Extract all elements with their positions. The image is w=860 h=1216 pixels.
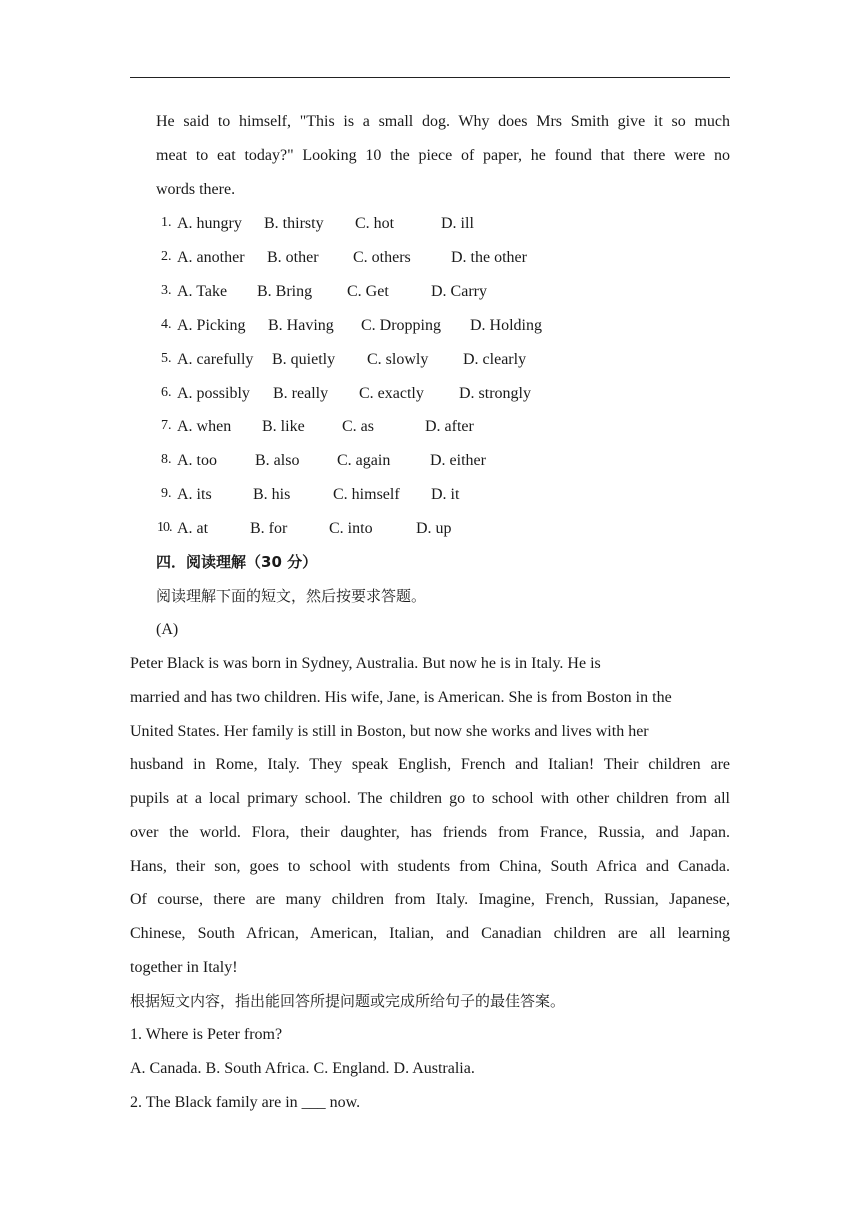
passage-line: words there.: [156, 181, 236, 198]
option-c: C. himself: [333, 486, 400, 503]
option-d: D. ill: [441, 215, 474, 232]
option-b: B. thirsty: [264, 215, 324, 232]
option-a: A. hungry: [177, 215, 242, 232]
option-d: D. clearly: [463, 351, 527, 368]
option-a: A. another: [177, 249, 245, 266]
reading-instruction: 根据短文内容，指出能回答所提问题或完成所给句子的最佳答案。: [130, 992, 566, 1010]
reading-question: 1. Where is Peter from?: [130, 1026, 283, 1043]
passage-line: together in Italy!: [130, 959, 238, 976]
question-number: 3.: [161, 283, 172, 298]
reading-options: A. Canada. B. South Africa. C. England. D. Australia.: [130, 1060, 475, 1077]
option-c: C. Dropping: [361, 317, 441, 334]
option-c: C. into: [329, 520, 373, 537]
header-rule: [130, 77, 730, 78]
option-c: C. as: [342, 418, 374, 435]
option-b: B. other: [267, 249, 319, 266]
option-d: D. after: [425, 418, 474, 435]
passage-line: Peter Black is was born in Sydney, Australia. But now he is in Italy. He is: [130, 655, 601, 672]
option-a: A. at: [177, 520, 209, 537]
passage-line: Hans, their son, goes to school with students from China, South Africa and Canada.: [130, 858, 730, 875]
question-number: 2.: [161, 249, 172, 264]
option-d: D. it: [431, 486, 460, 503]
option-d: D. Carry: [431, 283, 487, 300]
option-b: B. his: [253, 486, 291, 503]
option-b: B. Having: [268, 317, 334, 334]
option-a: A. Take: [177, 283, 228, 300]
passage-label: (A): [156, 621, 179, 638]
passage-line: married and has two children. His wife, Jane, is American. She is from Boston in the: [130, 689, 672, 706]
option-d: D. Holding: [470, 317, 542, 334]
passage-line: He said to himself, "This is a small dog. Why does Mrs Smith give it so much: [156, 113, 730, 130]
option-c: C. exactly: [359, 385, 424, 402]
question-number: 1.: [161, 215, 172, 230]
question-number: 7.: [161, 418, 172, 433]
passage-line: Chinese, South African, American, Italian, and Canadian children are all learning: [130, 925, 730, 942]
option-b: B. quietly: [272, 351, 336, 368]
question-number: 4.: [161, 317, 172, 332]
option-b: B. for: [250, 520, 288, 537]
option-c: C. Get: [347, 283, 389, 300]
reading-question: 2. The Black family are in ___ now.: [130, 1094, 361, 1111]
option-b: B. also: [255, 452, 300, 469]
passage-line: meat to eat today?" Looking 10 the piece of paper, he found that there were no: [156, 147, 730, 164]
option-d: D. the other: [451, 249, 527, 266]
option-b: B. really: [273, 385, 329, 402]
option-a: A. too: [177, 452, 217, 469]
question-number: 10.: [157, 520, 172, 535]
option-a: A. its: [177, 486, 212, 503]
section-instruction: 阅读理解下面的短文，然后按要求答题。: [156, 587, 427, 605]
question-number: 8.: [161, 452, 172, 467]
option-b: B. like: [262, 418, 305, 435]
passage-line: over the world. Flora, their daughter, has friends from France, Russia, and Japan.: [130, 824, 730, 841]
option-c: C. hot: [355, 215, 395, 232]
option-c: C. others: [353, 249, 411, 266]
option-c: C. slowly: [367, 351, 429, 368]
question-number: 9.: [161, 486, 172, 501]
passage-line: pupils at a local primary school. The children go to school with other children from all: [130, 790, 730, 807]
passage-line: United States. Her family is still in Boston, but now she works and lives with her: [130, 723, 649, 740]
option-a: A. carefully: [177, 351, 254, 368]
option-c: C. again: [337, 452, 391, 469]
question-number: 6.: [161, 385, 172, 400]
option-b: B. Bring: [257, 283, 313, 300]
option-d: D. either: [430, 452, 486, 469]
option-a: A. when: [177, 418, 232, 435]
option-d: D. up: [416, 520, 452, 537]
section-heading: 四．阅读理解（30 分）: [156, 553, 318, 571]
option-a: A. Picking: [177, 317, 246, 334]
option-d: D. strongly: [459, 385, 531, 402]
passage-line: husband in Rome, Italy. They speak English, French and Italian! Their children are: [130, 756, 730, 773]
passage-line: Of course, there are many children from Italy. Imagine, French, Russian, Japanese,: [130, 891, 730, 908]
question-number: 5.: [161, 351, 172, 366]
option-a: A. possibly: [177, 385, 250, 402]
